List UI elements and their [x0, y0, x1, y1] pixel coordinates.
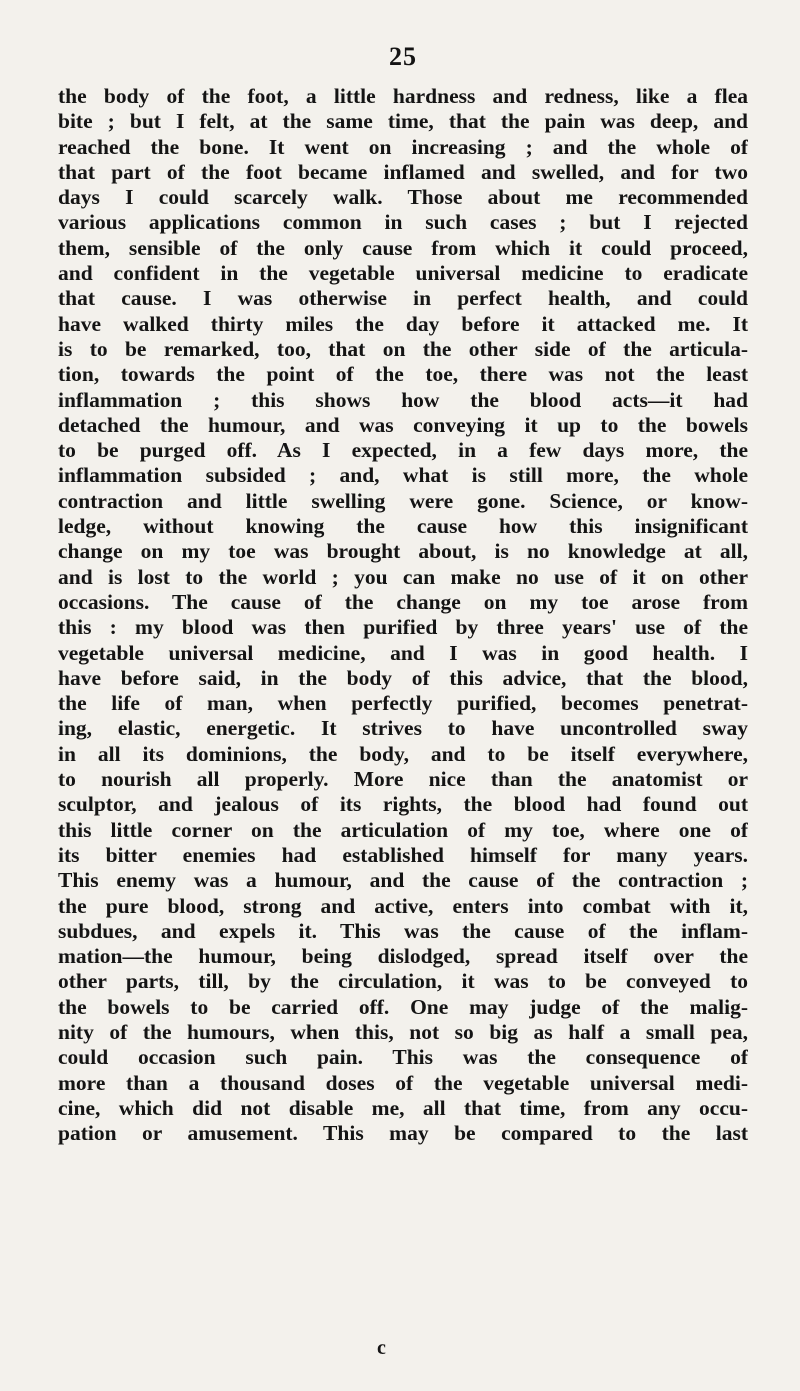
text-line: detached the humour, and was conveying it up to the bowels	[58, 412, 748, 437]
text-line: to nourish all properly. More nice than the anatomist or	[58, 767, 748, 792]
text-line: reached the bone. It went on increasing ; and the whole of	[58, 134, 748, 159]
text-line: is to be remarked, too, that on the other side of the articula-	[58, 336, 748, 361]
text-line: nity of the humours, when this, not so big as half a small pea,	[58, 1019, 748, 1044]
text-line: could occasion such pain. This was the consequence of	[58, 1045, 748, 1070]
text-line: vegetable universal medicine, and I was in good health. I	[58, 640, 748, 665]
text-line: tion, towards the point of the toe, there was not the least	[58, 362, 748, 387]
text-line: this little corner on the articulation of my toe, where one of	[58, 817, 748, 842]
signature-mark: c	[377, 1337, 386, 1359]
text-line: in all its dominions, the body, and to be itself everywhere,	[58, 741, 748, 766]
text-line: various applications common in such cases ; but I rejected	[58, 210, 748, 235]
text-line: ledge, without knowing the cause how this insignificant	[58, 514, 748, 539]
text-line: this : my blood was then purified by three years' use of the	[58, 615, 748, 640]
text-line: its bitter enemies had established himself for many years.	[58, 842, 748, 867]
body-text	[58, 84, 748, 1146]
text-line: subdues, and expels it. This was the cause of the inflam-	[58, 918, 748, 943]
text-line: occasions. The cause of the change on my toe arose from	[58, 589, 748, 614]
text-line: sculptor, and jealous of its rights, the blood had found out	[58, 792, 748, 817]
text-line: that cause. I was otherwise in perfect health, and could	[58, 286, 748, 311]
text-line: that part of the foot became inflamed and swelled, and for two	[58, 159, 748, 184]
text-line: other parts, till, by the circulation, it was to be conveyed to	[58, 969, 748, 994]
text-line: the pure blood, strong and active, enters into combat with it,	[58, 893, 748, 918]
text-line: them, sensible of the only cause from which it could proceed,	[58, 235, 748, 260]
text-line: the body of the foot, a little hardness and redness, like a flea	[58, 84, 748, 108]
text-line: change on my toe was brought about, is no knowledge at all,	[58, 539, 748, 564]
text-line: the life of man, when perfectly purified, becomes penetrat-	[58, 691, 748, 716]
text-line: mation—the humour, being dislodged, spread itself over the	[58, 944, 748, 969]
text-line: cine, which did not disable me, all that time, from any occu-	[58, 1095, 748, 1120]
text-line: bite ; but I felt, at the same time, that the pain was deep, and	[58, 109, 748, 134]
text-line: to be purged off. As I expected, in a few days more, the	[58, 438, 748, 463]
text-line: ing, elastic, energetic. It strives to have uncontrolled sway	[58, 716, 748, 741]
text-line: have before said, in the body of this advice, that the blood,	[58, 665, 748, 690]
text-line: inflammation subsided ; and, what is still more, the whole	[58, 463, 748, 488]
page-number: 25	[389, 42, 417, 71]
text-line: have walked thirty miles the day before it attacked me. It	[58, 311, 748, 336]
text-line: This enemy was a humour, and the cause of the contraction ;	[58, 868, 748, 893]
text-line: contraction and little swelling were gone. Science, or know-	[58, 488, 748, 513]
text-line: and confident in the vegetable universal medicine to eradicate	[58, 261, 748, 286]
text-line: more than a thousand doses of the vegetable universal medi-	[58, 1070, 748, 1095]
text-line: days I could scarcely walk. Those about me recommended	[58, 185, 748, 210]
text-line: inflammation ; this shows how the blood acts—it had	[58, 387, 748, 412]
text-line: and is lost to the world ; you can make no use of it on other	[58, 564, 748, 589]
text-line: the bowels to be carried off. One may judge of the malig-	[58, 994, 748, 1019]
text-line: pation or amusement. This may be compared to the last	[58, 1121, 748, 1146]
